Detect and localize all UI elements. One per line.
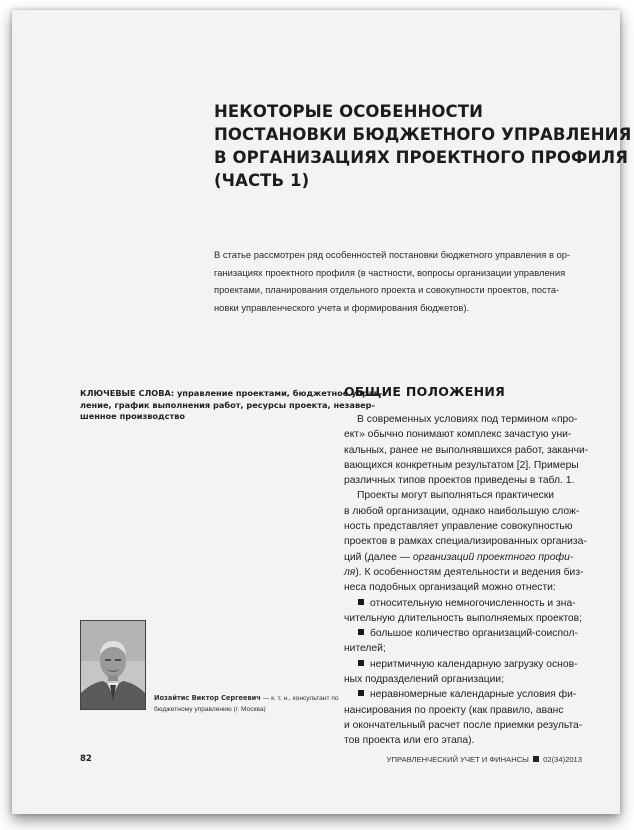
- abstract-line: ганизациях проектного профиля (в частности, вопросы организации управления: [214, 266, 566, 278]
- body-line: ных подразделений организации;: [344, 674, 505, 686]
- journal-issue: 02(34)2013: [543, 755, 582, 764]
- author-name: Иозайтис Виктор Сергеевич: [154, 694, 261, 702]
- keywords-line: ление, график выполнения работ, ресурсы проекта, незавер-: [80, 399, 375, 410]
- body-line: ект» обычно понимают комплекс зачастую уни-: [344, 429, 572, 441]
- square-bullet-icon: [358, 599, 364, 605]
- bullet-text: относительную немногочисленность и зна-: [370, 597, 576, 609]
- square-bullet-icon: [358, 629, 364, 635]
- page-number: 82: [80, 754, 92, 764]
- body-line: нителей;: [344, 643, 386, 655]
- body-line: в любой организации, однако наибольшую слож-: [344, 505, 580, 517]
- body-line: [344, 565, 604, 580]
- body-line: неса подобных организаций можно отнести:: [344, 582, 556, 594]
- body-line: ность представляет управление совокупностью: [344, 521, 573, 533]
- author-line: [154, 693, 354, 704]
- author-portrait-icon: [81, 621, 145, 709]
- bullet-item: [344, 626, 604, 641]
- body-line: и окончательный расчет после приемки результа-: [344, 719, 583, 731]
- section-body: [344, 412, 604, 749]
- body-line: нансирования по проекту (как правило, аванс: [344, 704, 564, 716]
- bullet-item: [344, 657, 604, 672]
- bullet-text: большое количество организаций-соиспол-: [370, 628, 578, 640]
- author-info: [154, 693, 354, 715]
- author-photo: [80, 620, 146, 710]
- keywords-line: шенное производство: [80, 411, 186, 421]
- body-line: В современных условиях под термином «про-: [357, 414, 578, 425]
- title-line: ПОСТАНОВКИ БЮДЖЕТНОГО УПРАВЛЕНИЯ: [214, 125, 632, 144]
- keywords-line: КЛЮЧЕВЫЕ СЛОВА: управление проектами, бюджетное управ-: [80, 388, 383, 398]
- title-line: В ОРГАНИЗАЦИЯХ ПРОЕКТНОГО ПРОФИЛЯ: [214, 148, 628, 167]
- bullet-text: неравномерные календарные условия фи-: [370, 689, 577, 701]
- journal-footer: [387, 755, 582, 764]
- body-line: Проекты могут выполняться практически: [357, 490, 554, 502]
- author-description: — к. т. н., консультант по: [260, 695, 339, 702]
- body-text-span: ций (далее —: [344, 551, 413, 563]
- section-heading: ОБЩИЕ ПОЛОЖЕНИЯ: [344, 384, 506, 399]
- bullet-item: [344, 687, 604, 702]
- keywords-block: [80, 388, 383, 423]
- article-title: [214, 100, 632, 192]
- journal-page: [12, 10, 632, 814]
- journal-name: УПРАВЛЕНЧЕСКИЙ УЧЕТ И ФИНАНСЫ: [386, 755, 529, 764]
- body-line: чительную длительность выполняемых проектов;: [344, 612, 582, 624]
- body-text-span: ). К особенностям деятельности и ведения биз-: [355, 566, 584, 578]
- body-line: вающихся конкретным результатом [2]. Примеры: [344, 459, 579, 471]
- body-line: тов проекта или его этапа).: [344, 735, 475, 747]
- square-bullet-icon: [358, 690, 364, 696]
- article-abstract: [214, 246, 596, 316]
- abstract-line: В статье рассмотрен ряд особенностей постановки бюджетного управления в ор-: [214, 249, 571, 260]
- body-line: различных типов проектов приведены в табл. 1.: [344, 475, 575, 487]
- bullet-text: неритмичную календарную загрузку основ-: [370, 658, 578, 670]
- square-bullet-icon: [358, 660, 364, 666]
- abstract-line: новки управленческого учета и формирования бюджетов).: [214, 301, 470, 313]
- italic-term: организаций проектного профи-: [412, 551, 574, 563]
- body-line: [344, 550, 604, 565]
- abstract-line: проектами, планирования отдельного проекта и совокупности проектов, поста-: [214, 284, 560, 295]
- bullet-item: [344, 596, 604, 611]
- body-line: проектов в рамках специализированных организа-: [344, 536, 587, 548]
- title-line: (ЧАСТЬ 1): [214, 171, 310, 190]
- title-line: НЕКОТОРЫЕ ОСОБЕННОСТИ: [214, 102, 484, 121]
- square-separator-icon: [533, 756, 539, 762]
- italic-term: ля: [344, 566, 356, 578]
- body-line: кальных, ранее не выполнявшихся работ, заканчи-: [344, 444, 589, 456]
- author-line: бюджетному управлению (г. Москва): [154, 706, 266, 713]
